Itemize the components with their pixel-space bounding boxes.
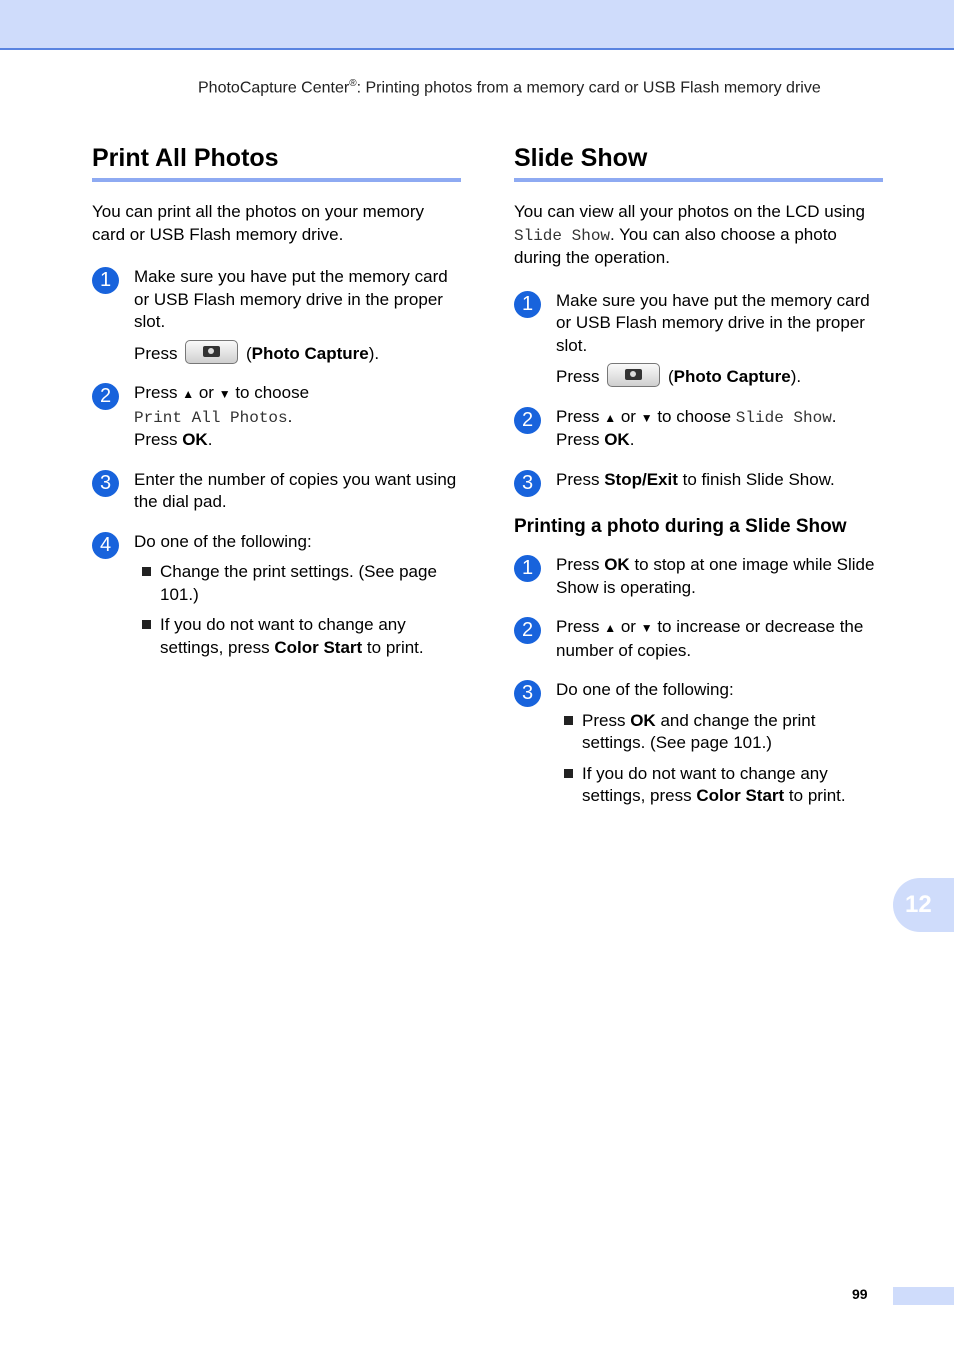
bullet-list — [134, 561, 461, 659]
ok-key: OK — [630, 710, 656, 730]
step-2 — [92, 382, 461, 452]
down-arrow-icon: ▼ — [640, 621, 653, 635]
period: . — [207, 430, 213, 449]
press-text: Press — [556, 430, 600, 449]
camera-icon — [203, 346, 220, 357]
or-text: or — [620, 406, 636, 426]
to-choose-text: to choose — [657, 406, 732, 426]
press-ok-line — [134, 429, 461, 452]
paren: ( — [245, 343, 252, 363]
slide-show-section — [514, 142, 883, 808]
button-label: Photo Capture — [251, 343, 369, 363]
to-choose-text: to choose — [235, 383, 310, 402]
color-start-key: Color Start — [696, 786, 785, 805]
step-number-icon: 3 — [514, 470, 541, 497]
period: . — [287, 406, 293, 426]
header-band — [0, 0, 954, 50]
ok-key: OK — [182, 430, 208, 449]
step-2 — [514, 406, 883, 452]
bullet-list — [556, 710, 883, 808]
step-number-icon: 4 — [92, 532, 119, 559]
press-text: Press — [134, 430, 178, 449]
step-number-icon: 1 — [92, 267, 119, 294]
photo-capture-button-icon — [607, 363, 660, 387]
press-text: Press — [556, 555, 600, 574]
step-1 — [514, 290, 883, 389]
step-number-icon: 2 — [92, 383, 119, 410]
bullet-item: Change the print settings. (See page 101.) — [134, 561, 461, 606]
bullet-text: and change the print settings. (See page 101.) — [582, 710, 816, 752]
step-number-icon: 1 — [514, 291, 541, 318]
running-header — [198, 78, 821, 97]
print-all-photos-section — [92, 142, 461, 659]
up-arrow-icon: ▲ — [604, 410, 617, 425]
section-intro: You can print all the photos on your memory card or USB Flash memory drive. — [92, 202, 425, 244]
intro-text: You can view all your photos on the LCD using — [514, 202, 865, 221]
paren: ( — [667, 367, 674, 386]
step-4 — [92, 531, 461, 660]
step-text: Make sure you have put the memory card or USB Flash memory drive in the proper slot. — [134, 267, 448, 331]
down-arrow-icon: ▼ — [218, 387, 231, 401]
step-number-icon: 2 — [514, 617, 541, 644]
down-arrow-icon: ▼ — [640, 410, 653, 425]
period: . — [629, 430, 635, 449]
camera-icon — [625, 369, 642, 380]
registered-mark: ® — [349, 78, 357, 89]
step-number-icon: 3 — [514, 680, 541, 707]
paren: ). — [790, 367, 802, 386]
ok-key: OK — [604, 430, 630, 449]
section-intro — [514, 201, 883, 270]
step-number-icon: 3 — [92, 470, 119, 497]
step-3 — [514, 469, 883, 492]
header-subtitle: : Printing photos from a memory card or USB Flash memory drive — [356, 79, 821, 97]
up-arrow-icon: ▲ — [182, 387, 195, 401]
step-text-tail: to finish Slide Show. — [682, 469, 835, 489]
menu-option: Slide Show — [735, 408, 832, 427]
button-label: Photo Capture — [673, 367, 791, 386]
step-text — [556, 616, 883, 662]
sub-step-1 — [514, 554, 883, 599]
step-text-tail: to stop at one image while Slide Show is operating. — [556, 555, 875, 597]
bullet-item — [134, 614, 461, 659]
sub-step-3 — [514, 679, 883, 808]
step-text — [556, 406, 883, 430]
ok-key: OK — [604, 555, 630, 574]
step-text: Enter the number of copies you want using the dial pad. — [134, 469, 457, 511]
chapter-tab: 12 — [893, 878, 954, 932]
bullet-text: to print. — [366, 637, 424, 657]
bullet-text: Press — [582, 710, 626, 730]
or-text: or — [198, 383, 214, 402]
press-text: Press — [134, 383, 178, 402]
or-text: or — [620, 617, 636, 636]
step-text: Make sure you have put the memory card or USB Flash memory drive in the proper slot. — [556, 290, 870, 355]
section-heading-slide-show: Slide Show — [514, 142, 883, 182]
page-number-bar — [893, 1287, 954, 1305]
step-number-icon: 1 — [514, 555, 541, 582]
step-text — [134, 382, 461, 406]
header-title: PhotoCapture Center — [198, 79, 350, 97]
page-number: 99 — [852, 1286, 868, 1302]
step-press-line — [556, 363, 883, 389]
bullet-text: to print. — [788, 786, 846, 805]
section-heading-print-all: Print All Photos — [92, 142, 461, 182]
press-text: Press — [556, 617, 600, 636]
photo-capture-button-icon — [185, 340, 238, 364]
press-text: Press — [556, 367, 600, 386]
step-text: Do one of the following: — [556, 680, 734, 699]
sub-step-2 — [514, 616, 883, 662]
bullet-text: If you do not want to change any settings, press — [160, 615, 406, 657]
step-text: Do one of the following: — [134, 531, 312, 551]
step-press-line — [134, 340, 461, 366]
step-text-tail: to increase or decrease the number of copies. — [556, 617, 864, 660]
press-text: Press — [556, 469, 600, 489]
bullet-item — [556, 710, 883, 755]
period: . — [831, 406, 837, 426]
press-ok-line — [556, 429, 883, 452]
step-1 — [92, 266, 461, 365]
step-3 — [92, 469, 461, 514]
intro-text: . You can also choose a photo during the operation. — [514, 224, 837, 267]
paren: ). — [368, 343, 380, 363]
press-text: Press — [556, 406, 600, 426]
bullet-text: If you do not want to change any settings, press — [582, 763, 828, 805]
step-text — [556, 554, 883, 599]
subsection-heading: Printing a photo during a Slide Show — [514, 516, 847, 537]
bullet-item — [556, 763, 883, 808]
up-arrow-icon: ▲ — [604, 621, 617, 635]
step-text — [556, 469, 883, 492]
stop-exit-key: Stop/Exit — [604, 469, 678, 489]
step-number-icon: 2 — [514, 407, 541, 434]
menu-option-line — [134, 406, 461, 430]
menu-option: Slide Show — [514, 226, 611, 245]
color-start-key: Color Start — [274, 637, 363, 657]
press-text: Press — [134, 343, 178, 363]
menu-option: Print All Photos — [134, 408, 288, 427]
